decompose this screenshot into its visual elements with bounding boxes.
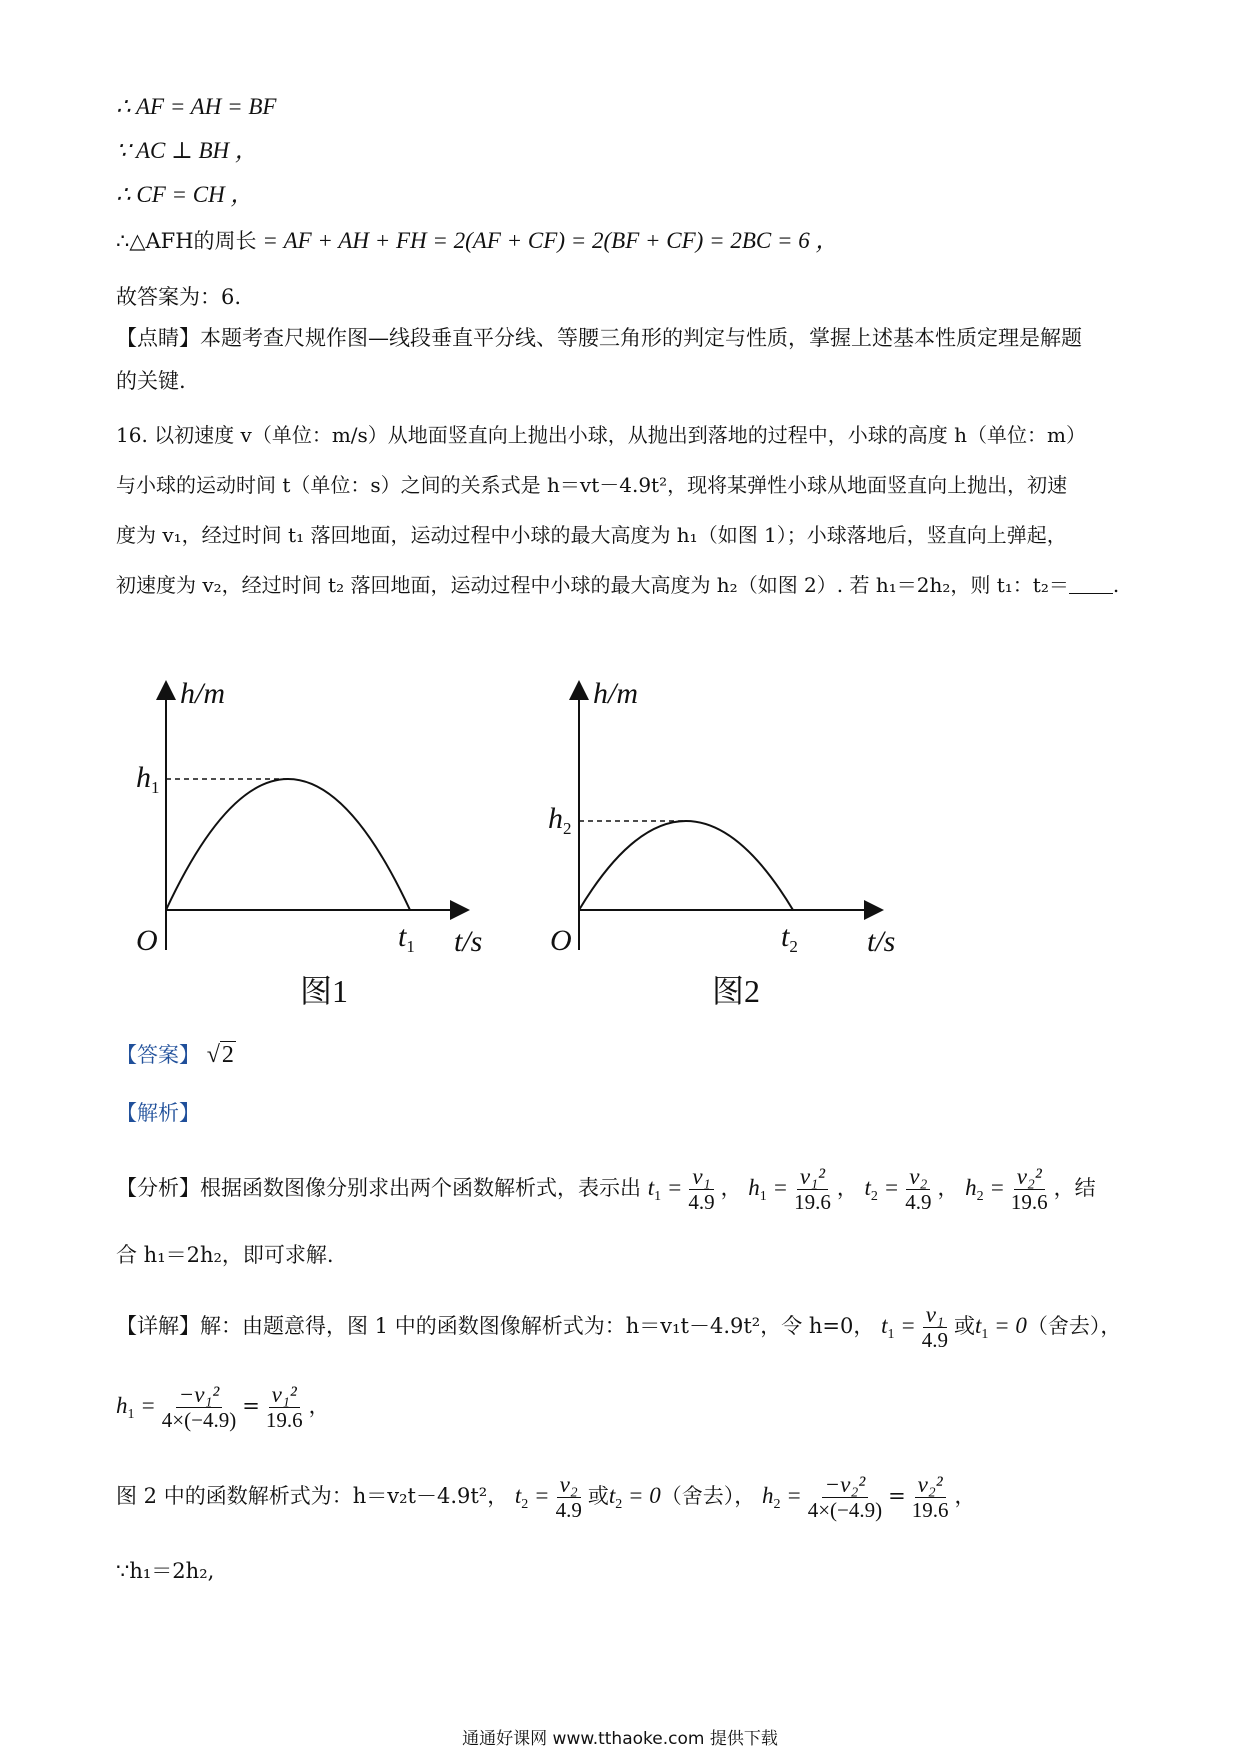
- detail-frac-h2-left-den: 4×(−4.9): [807, 1498, 883, 1522]
- fig1-end-label: [398, 920, 415, 956]
- frac-h2: [1008, 1165, 1051, 1214]
- frac-t1: [685, 1165, 717, 1214]
- frac-t2-den: 4.9: [905, 1190, 932, 1214]
- detail-text-1: 解：由题意得，图 1 中的函数图像解析式为：h＝v₁t－4.9t²，令 h=0，: [200, 1314, 875, 1338]
- detail-line-3: 图 2 中的函数解析式为：h＝v₂t－4.9t²， $t_2$ = $\frac{\text{v₂}}{4.9}$ 或$t_2 = 0$（舍去）， $h_2$ = $\frac{\text{−v₂²}}{4\times(-4.9)}$ = $\frac{\text{v₂²}}{19.6}$ ，: [116, 1472, 976, 1522]
- proof-line-4: [116, 226, 839, 256]
- proof-line-4-a: ∴△AFH的周长: [116, 229, 257, 253]
- fig2-curve: [579, 821, 793, 910]
- detail-frac-h1-right-den: 19.6: [265, 1408, 303, 1432]
- footer: 通通好课网 www.tthaoke.com 提供下载: [462, 1729, 778, 1749]
- fig2-end-label: [781, 920, 798, 956]
- detail-frac-t2-num: v₂: [557, 1473, 581, 1498]
- proof-line-1: ∴ AF = AH = BF: [116, 94, 277, 119]
- detail-tag: 【详解】: [116, 1314, 200, 1338]
- fig2-peak-letter: h: [548, 802, 563, 835]
- detail-frac-t1-den: 4.9: [921, 1328, 948, 1352]
- detail-frac-h2-left-num: −v₂²: [822, 1473, 869, 1498]
- fenxi-line-2: 合 h₁＝2h₂，即可求解.: [116, 1243, 334, 1267]
- detail-end-1: （舍去），: [1026, 1314, 1122, 1338]
- detail-frac-t1-num: v₁: [923, 1303, 947, 1328]
- detail-frac-h1-left: [159, 1383, 239, 1432]
- detail-line-2: $h_1$ = $\frac{\text{−v₁²}}{4\times(-4.9)}$ = $\frac{\text{v₁²}}{19.6}$ ，: [116, 1382, 330, 1432]
- frac-h2-den: 19.6: [1010, 1190, 1048, 1214]
- dianjing-line-2: 的关键.: [116, 369, 186, 393]
- fig1-ylabel: h/m: [180, 677, 225, 710]
- question-line-3: 度为 v₁，经过时间 t₁ 落回地面，运动过程中小球的最大高度为 h₁（如图 1）；小球落地后，竖直向上弹起，: [116, 523, 1067, 547]
- proof-line-4-b: = AF + AH + FH = 2(AF + CF) = 2(BF + CF) = 2BC = 6 ，: [256, 228, 839, 253]
- fenxi-text: 根据函数图像分别求出两个函数解析式，表示出: [200, 1176, 641, 1200]
- answer-line: [116, 1040, 236, 1070]
- fig2-peak-sub: 2: [563, 819, 572, 838]
- fig2-caption: 图2: [712, 973, 761, 1009]
- fig1-end-letter: t: [398, 920, 407, 953]
- answer-blank: [1069, 573, 1113, 594]
- frac-h1-num: v₁²: [797, 1165, 828, 1190]
- fig1-curve: [166, 779, 410, 910]
- fig1-peak-letter: h: [136, 761, 151, 794]
- detail-or-1: 或: [953, 1314, 975, 1338]
- fig2-xlabel: t/s: [867, 925, 896, 958]
- frac-h2-num: v₂²: [1014, 1165, 1045, 1190]
- proof-conclusion: 故答案为：6.: [116, 285, 242, 309]
- answer-tag: 【答案】: [116, 1043, 200, 1067]
- detail-frac-h2-right: [909, 1473, 952, 1522]
- fig1-xlabel: t/s: [454, 925, 483, 958]
- fig2-origin: O: [550, 924, 572, 957]
- fig1-end-sub: 1: [406, 937, 415, 956]
- fig1-caption: 图1: [300, 973, 349, 1009]
- detail-frac-h2-right-num: v₂²: [915, 1473, 946, 1498]
- detail-frac-t2-den: 4.9: [555, 1498, 582, 1522]
- detail-frac-h1-right: [263, 1383, 306, 1432]
- detail-frac-t1: [919, 1303, 951, 1352]
- frac-h1: [791, 1165, 834, 1214]
- question-line-4: [116, 570, 1119, 600]
- detail-end-3: （舍去），: [660, 1484, 756, 1508]
- frac-h1-den: 19.6: [794, 1190, 831, 1214]
- detail-text-3: 图 2 中的函数解析式为：h＝v₂t－4.9t²，: [116, 1484, 509, 1508]
- question-line-4-end: .: [1112, 573, 1120, 597]
- fenxi-tag: 【分析】: [116, 1176, 200, 1200]
- fig2-ylabel: h/m: [593, 677, 638, 710]
- fig2-end-sub: 2: [789, 937, 798, 956]
- answer-value: [207, 1041, 236, 1068]
- detail-frac-t2: [553, 1473, 585, 1522]
- dianjing-line-1: 【点睛】本题考查尺规作图—线段垂直平分线、等腰三角形的判定与性质，掌握上述基本性质定理是解题: [116, 326, 1082, 350]
- detail-line-1: 【详解】解：由题意得，图 1 中的函数图像解析式为：h＝v₁t－4.9t²，令 h=0， $t_1$ = $\frac{\text{v₁}}{4.9}$ 或$t_1 = 0$（舍去），: [116, 1302, 1122, 1352]
- fig1-peak-label: [136, 761, 160, 797]
- fig1-peak-sub: 1: [151, 778, 160, 797]
- frac-t2-num: v₂: [906, 1165, 930, 1190]
- detail-line-5: ∵h₁＝2h₂,: [116, 1559, 215, 1583]
- fig1-origin: O: [136, 924, 158, 957]
- frac-t1-num: v₁: [689, 1165, 713, 1190]
- detail-frac-h1-left-den: 4×(−4.9): [161, 1408, 237, 1432]
- figure-1: [136, 677, 482, 1009]
- proof-line-2: ∵ AC ⊥ BH ，: [116, 138, 258, 163]
- frac-t1-den: 4.9: [688, 1190, 715, 1214]
- question-line-4-text: 初速度为 v₂，经过时间 t₂ 落回地面，运动过程中小球的最大高度为 h₂（如图 2）. 若 h₁＝2h₂，则 t₁：t₂＝: [116, 573, 1069, 597]
- fig2-end-letter: t: [781, 920, 790, 953]
- figure-2: [548, 677, 895, 1009]
- detail-frac-h1-right-num: v₁²: [269, 1383, 300, 1408]
- fig2-peak-label: [548, 802, 572, 838]
- sqrt-radicand: 2: [221, 1042, 234, 1068]
- analysis-tag: 【解析】: [116, 1101, 200, 1125]
- sqrt-symbol: √: [206, 1042, 220, 1068]
- question-line-1: 16. 以初速度 v（单位：m/s）从地面竖直向上抛出小球，从抛出到落地的过程中，小球的高度 h（单位：m）: [116, 423, 1086, 447]
- question-line-2: 与小球的运动时间 t（单位：s）之间的关系式是 h＝vt－4.9t²，现将某弹性小球从地面竖直向上抛出，初速: [116, 473, 1068, 497]
- frac-t2: [902, 1165, 934, 1214]
- detail-or-3: 或: [587, 1484, 609, 1508]
- figures: [0, 660, 1240, 1020]
- fenxi-line-1: 【分析】根据函数图像分别求出两个函数解析式，表示出 $t_1$ = $\frac{\text{v₁}}{4.9}$ ， $h_1$ = $\frac{\text{v₁²}}{19.6}$ ， $t_2$ = $\frac{\text{v₂}}{4.9}$ ， $h_2$ = $\frac{\text{v₂²}}{19.6}$ ，结: [116, 1164, 1096, 1214]
- detail-frac-h1-left-num: −v₁²: [176, 1383, 223, 1408]
- detail-frac-h2-left: [805, 1473, 885, 1522]
- proof-line-3: ∴ CF = CH ，: [116, 182, 254, 207]
- fenxi-end: ，结: [1053, 1176, 1096, 1200]
- detail-frac-h2-right-den: 19.6: [911, 1498, 949, 1522]
